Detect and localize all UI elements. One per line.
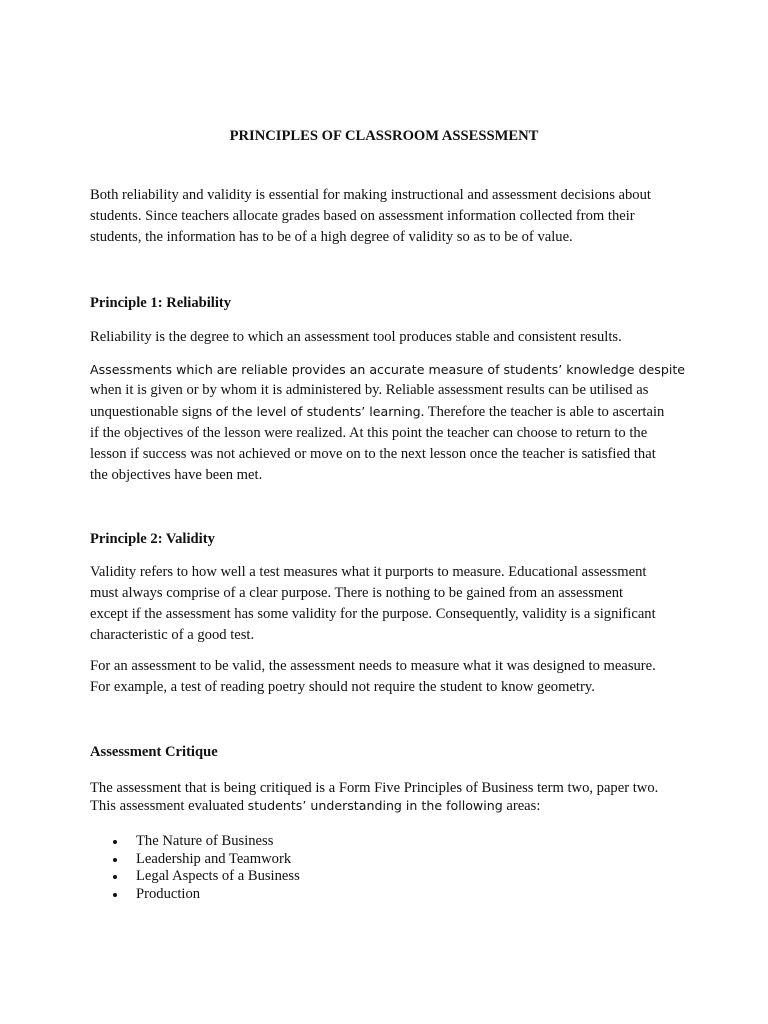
critique-line bbox=[90, 797, 690, 815]
assessment-areas-list bbox=[90, 833, 300, 904]
principle-1-heading: Principle 1: Reliability bbox=[90, 295, 232, 311]
validity-line: must always comprise of a clear purpose. There is nothing to be gained from an assessment bbox=[90, 585, 624, 601]
example-line: For an assessment to be valid, the assessment needs to measure what it was designed to measure. bbox=[90, 658, 656, 674]
intro-paragraph bbox=[90, 185, 690, 248]
critique-segment: areas: bbox=[502, 798, 541, 814]
principle-2-heading: Principle 2: Validity bbox=[90, 531, 215, 547]
document-title: PRINCIPLES OF CLASSROOM ASSESSMENT bbox=[229, 128, 539, 144]
bullet-icon bbox=[113, 840, 117, 844]
list-item bbox=[90, 886, 300, 904]
reliability-definition bbox=[90, 327, 690, 348]
bullet-icon bbox=[113, 858, 117, 862]
validity-line: except if the assessment has some validity for the purpose. Consequently, validity is a significant bbox=[90, 606, 656, 622]
definition-line: Reliability is the degree to which an assessment tool produces stable and consistent results. bbox=[90, 329, 622, 345]
reliability-body-paragraph bbox=[90, 359, 690, 486]
list-item bbox=[90, 868, 300, 886]
list-item-label: The Nature of Business bbox=[136, 833, 274, 849]
list-item-label: Leadership and Teamwork bbox=[136, 850, 292, 867]
validity-line: Validity refers to how well a test measures what it purports to measure. Educational assessment bbox=[90, 564, 647, 580]
intro-line: students, the information has to be of a high degree of validity so as to be of value. bbox=[90, 229, 573, 245]
body-line: lesson if success was not achieved or move on to the next lesson once the teacher is satisfied that bbox=[90, 446, 656, 462]
body-line: Assessments which are reliable provides an accurate measure of students’ knowledge despite bbox=[90, 362, 685, 377]
list-item bbox=[90, 833, 300, 851]
critique-line: The assessment that is being critiqued is a Form Five Principles of Business term two, paper two. bbox=[90, 780, 659, 796]
validity-example-paragraph bbox=[90, 656, 690, 698]
body-segment: . Therefore the teacher is able to ascertain bbox=[420, 404, 665, 420]
critique-segment: This assessment evaluated bbox=[90, 798, 248, 814]
list-item-label: Legal Aspects of a Business bbox=[136, 868, 300, 885]
intro-line: Both reliability and validity is essential for making instructional and assessment decisions about bbox=[90, 187, 651, 203]
intro-line: students. Since teachers allocate grades based on assessment information collected from their bbox=[90, 208, 635, 224]
document-page bbox=[90, 0, 690, 1024]
validity-line: characteristic of a good test. bbox=[90, 627, 255, 643]
bullet-icon bbox=[113, 893, 117, 897]
critique-paragraph bbox=[90, 779, 690, 815]
body-line bbox=[90, 401, 690, 423]
body-line: the objectives have been met. bbox=[90, 467, 263, 483]
critique-heading: Assessment Critique bbox=[90, 744, 218, 760]
body-segment: of the level of students’ learning bbox=[215, 404, 421, 419]
example-line: For example, a test of reading poetry should not require the student to know geometry. bbox=[90, 679, 595, 695]
body-line: if the objectives of the lesson were realized. At this point the teacher can choose to return to the bbox=[90, 425, 648, 441]
validity-paragraph bbox=[90, 562, 690, 646]
list-item bbox=[90, 851, 300, 869]
list-item-label: Production bbox=[136, 886, 201, 903]
critique-segment: students’ understanding in the following bbox=[247, 798, 503, 813]
body-segment: unquestionable signs bbox=[90, 404, 216, 420]
bullet-icon bbox=[113, 875, 117, 879]
body-line: when it is given or by whom it is administered by. Reliable assessment results can be utilised as bbox=[90, 382, 649, 398]
